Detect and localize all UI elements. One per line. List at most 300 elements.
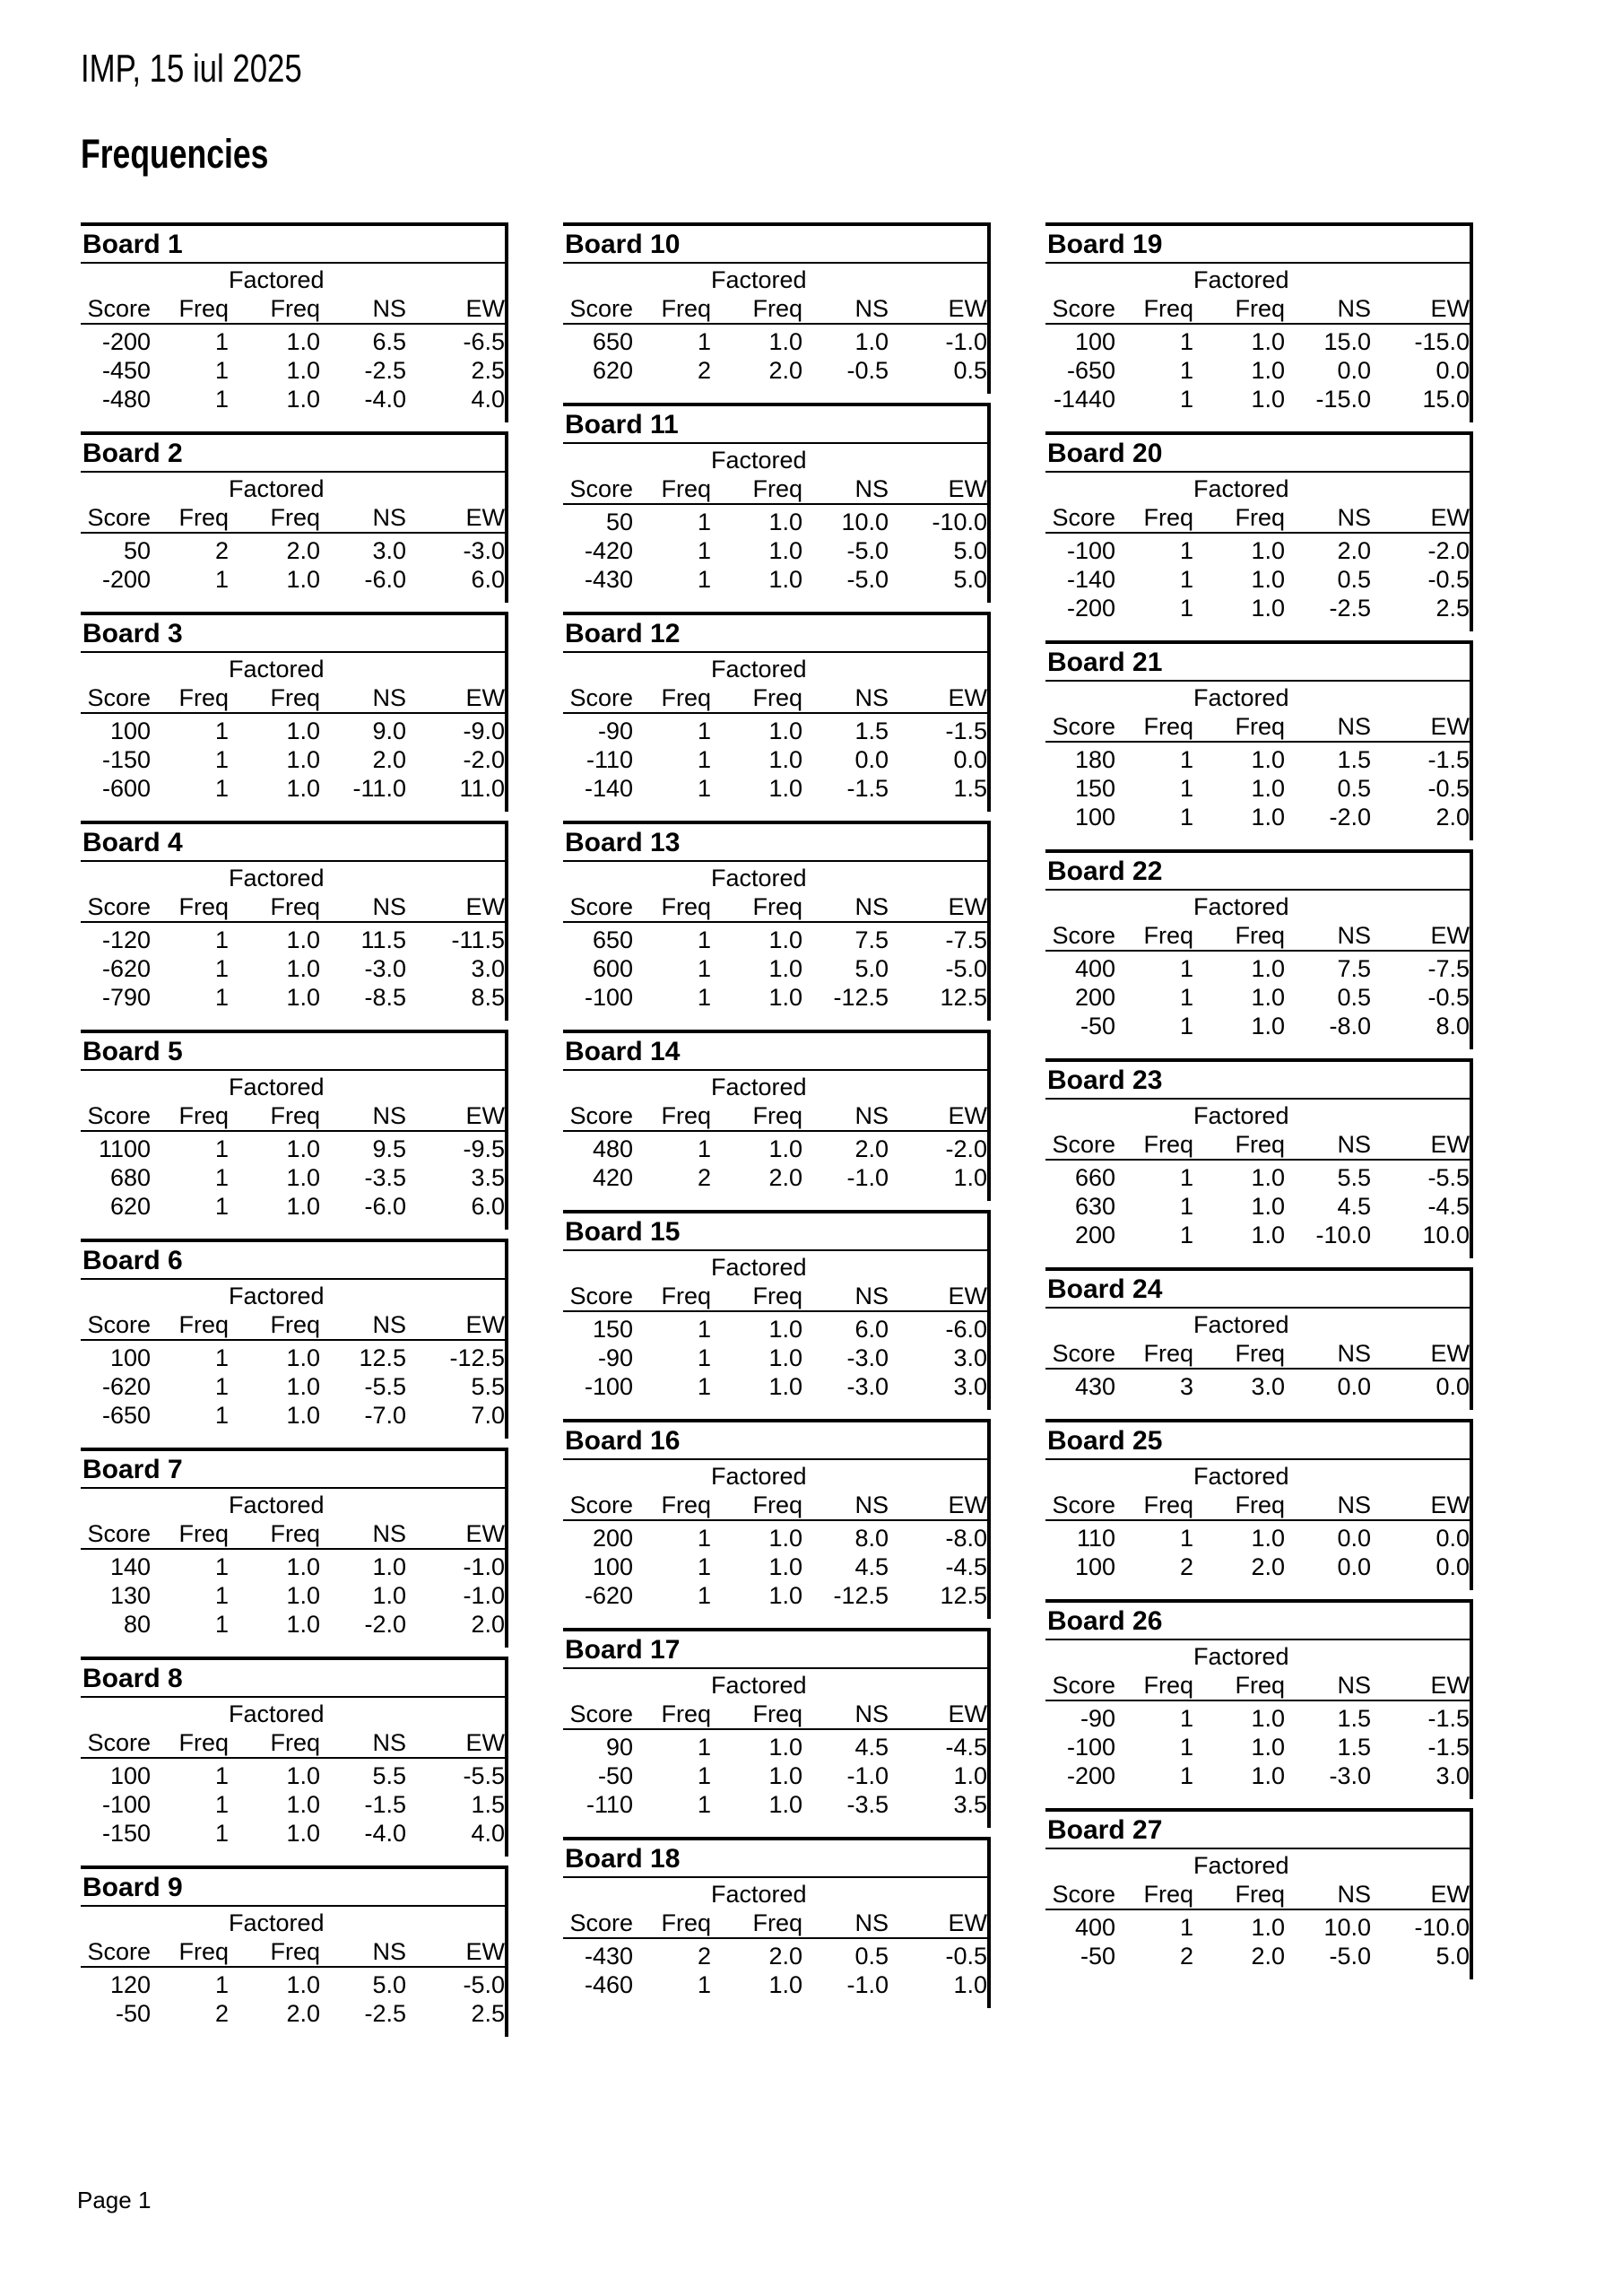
ew-header: EW xyxy=(1371,1880,1470,1909)
ns-cell: 10.0 xyxy=(1323,1914,1371,1941)
factored-freq-cell: 1.0 xyxy=(1251,804,1285,831)
freq-cell: 1 xyxy=(697,718,711,744)
freq-cell: 1 xyxy=(1179,1734,1193,1761)
factored-header-row xyxy=(81,862,505,892)
score-cell: 110 xyxy=(1076,1525,1115,1552)
score-cell: -100 xyxy=(101,1791,151,1818)
freq-header: Freq xyxy=(633,892,711,922)
spacer-cell xyxy=(802,1460,987,1491)
factored-header: Factored xyxy=(1193,1852,1289,1879)
factored-freq-cell: 1.0 xyxy=(1251,1013,1285,1039)
frequency-table xyxy=(1045,1100,1470,1249)
ns-cell: -1.0 xyxy=(846,1971,889,1998)
score-cell: -100 xyxy=(1066,537,1115,564)
column-header-row xyxy=(563,1101,987,1131)
ns-cell: 1.0 xyxy=(372,1582,406,1609)
board-title: Board 12 xyxy=(563,615,987,653)
board-title: Board 22 xyxy=(1045,853,1470,891)
spacer-cell xyxy=(320,473,505,503)
table-row xyxy=(1045,774,1470,803)
board-table xyxy=(81,431,508,603)
factored-freq-cell: 1.0 xyxy=(1251,595,1285,622)
factored-header-row xyxy=(1045,1460,1470,1491)
table-row xyxy=(563,1163,987,1192)
ns-header: NS xyxy=(802,1700,889,1729)
factored-freq-cell: 1.0 xyxy=(286,1791,320,1818)
ns-header: NS xyxy=(320,892,406,922)
factored-freq-cell: 1.0 xyxy=(768,926,802,953)
score-cell: -120 xyxy=(101,926,151,953)
table-row xyxy=(1045,1942,1470,1970)
table-row xyxy=(81,1549,505,1581)
factored-freq-cell: 1.0 xyxy=(286,1193,320,1220)
spacer-cell xyxy=(1045,473,1193,503)
frequency-table xyxy=(563,1071,987,1192)
ns-header: NS xyxy=(1285,294,1371,324)
spacer-cell xyxy=(81,1489,229,1519)
ns-header: NS xyxy=(802,683,889,713)
score-header: Score xyxy=(1045,1491,1115,1520)
factored-freq-cell: 2.0 xyxy=(286,537,320,564)
score-cell: 50 xyxy=(605,509,633,535)
freq-cell: 1 xyxy=(1179,1193,1193,1220)
ns-cell: -1.5 xyxy=(364,1791,406,1818)
frequency-table xyxy=(81,1489,505,1639)
table-body xyxy=(81,1967,505,2028)
factored-freq-cell: 1.0 xyxy=(1251,1705,1285,1732)
ew-cell: -6.0 xyxy=(945,1316,987,1343)
ns-cell: -6.0 xyxy=(364,1193,406,1220)
factored-freq-cell: 1.0 xyxy=(286,1164,320,1191)
spacer-cell xyxy=(1045,1309,1193,1339)
ew-cell: 5.5 xyxy=(471,1373,505,1400)
table-body xyxy=(81,1340,505,1430)
freq-header: Freq xyxy=(1115,1339,1193,1369)
score-cell: 200 xyxy=(592,1525,633,1552)
ew-cell: -5.5 xyxy=(1427,1164,1470,1191)
score-header: Score xyxy=(563,474,633,504)
ns-cell: -5.0 xyxy=(846,537,889,564)
table-row xyxy=(1045,1012,1470,1040)
factored-freq-cell: 1.0 xyxy=(286,1820,320,1847)
ns-header: NS xyxy=(1285,1339,1371,1369)
score-cell: -620 xyxy=(101,955,151,982)
score-cell: -150 xyxy=(101,1820,151,1847)
board-title: Board 11 xyxy=(563,406,987,444)
frequency-table xyxy=(1045,1460,1470,1581)
ns-header: NS xyxy=(320,1937,406,1967)
factored-header: Factored xyxy=(229,1074,325,1100)
board-title: Board 24 xyxy=(1045,1271,1470,1309)
ns-cell: 0.5 xyxy=(1337,566,1371,593)
score-header: Score xyxy=(1045,1880,1115,1909)
board-title: Board 26 xyxy=(1045,1603,1470,1640)
spacer-cell xyxy=(563,1251,711,1282)
ns-cell: -1.5 xyxy=(846,775,889,802)
board-table xyxy=(81,1657,508,1857)
table-row xyxy=(1045,594,1470,622)
score-cell: 1100 xyxy=(98,1135,151,1162)
table-row xyxy=(563,324,987,356)
table-row xyxy=(81,1967,505,1999)
ns-cell: 4.5 xyxy=(854,1553,889,1580)
board-table xyxy=(563,222,991,394)
freq-cell: 1 xyxy=(1179,328,1193,355)
table-row xyxy=(563,1344,987,1372)
table-row xyxy=(81,385,505,413)
table-row xyxy=(563,1520,987,1552)
freq-cell: 1 xyxy=(214,1402,229,1429)
ew-cell: -10.0 xyxy=(1414,1914,1470,1941)
ew-header: EW xyxy=(1371,1130,1470,1160)
frequency-table xyxy=(81,1907,505,2028)
score-cell: 130 xyxy=(109,1582,151,1609)
freq-cell: 1 xyxy=(1179,1762,1193,1789)
table-row xyxy=(563,565,987,594)
ns-cell: -5.0 xyxy=(1329,1943,1371,1970)
score-cell: 100 xyxy=(109,1762,151,1789)
board-title: Board 1 xyxy=(81,226,505,264)
freq-cell: 1 xyxy=(697,926,711,953)
table-row xyxy=(563,922,987,954)
ew-header: EW xyxy=(1371,1491,1470,1520)
ew-header: EW xyxy=(889,1101,987,1131)
ew-cell: 6.0 xyxy=(471,1193,505,1220)
ns-header: NS xyxy=(320,1310,406,1340)
table-body xyxy=(81,1131,505,1221)
column-header-row xyxy=(1045,921,1470,951)
factored-header-row xyxy=(563,1460,987,1491)
column-header-row xyxy=(563,1282,987,1311)
score-header: Score xyxy=(563,892,633,922)
ew-cell: -0.5 xyxy=(945,1943,987,1970)
factored-freq-header: Freq xyxy=(711,1101,802,1131)
ew-cell: -1.0 xyxy=(463,1553,505,1580)
table-header xyxy=(1045,891,1470,951)
ns-cell: 0.0 xyxy=(1337,357,1371,384)
table-row xyxy=(563,983,987,1012)
table-row xyxy=(81,745,505,774)
factored-freq-header: Freq xyxy=(1193,1130,1285,1160)
board-table xyxy=(1045,1267,1473,1410)
column-header-row xyxy=(81,1101,505,1131)
ns-cell: 1.0 xyxy=(372,1553,406,1580)
table-row xyxy=(563,1131,987,1163)
table-body xyxy=(1045,1700,1470,1790)
ew-cell: 1.5 xyxy=(471,1791,505,1818)
spacer-cell xyxy=(563,444,711,474)
factored-header-row xyxy=(563,1071,987,1101)
table-row xyxy=(1045,565,1470,594)
factored-freq-cell: 1.0 xyxy=(286,328,320,355)
score-cell: 630 xyxy=(1074,1193,1115,1220)
ew-cell: 3.0 xyxy=(953,1344,987,1371)
freq-cell: 2 xyxy=(1179,1943,1193,1970)
ew-cell: -0.5 xyxy=(1427,566,1470,593)
board-table xyxy=(81,222,508,422)
board-table xyxy=(1045,222,1473,422)
page-header: IMP, 15 iul 2025 xyxy=(81,47,302,91)
factored-freq-cell: 1.0 xyxy=(286,1971,320,1998)
ns-header: NS xyxy=(320,1519,406,1549)
spacer-cell xyxy=(320,1489,505,1519)
factored-freq-header: Freq xyxy=(1193,1671,1285,1700)
table-row xyxy=(563,536,987,565)
ew-header: EW xyxy=(1371,503,1470,533)
factored-freq-cell: 1.0 xyxy=(286,1553,320,1580)
score-cell: -100 xyxy=(584,984,633,1011)
spacer-cell xyxy=(1285,891,1470,921)
table-row xyxy=(563,1372,987,1401)
factored-header: Factored xyxy=(229,1909,325,1936)
board-title: Board 5 xyxy=(81,1033,505,1071)
table-body xyxy=(563,1729,987,1819)
freq-cell: 1 xyxy=(214,1193,229,1220)
ew-cell: -0.5 xyxy=(1427,984,1470,1011)
freq-cell: 1 xyxy=(697,955,711,982)
table-header xyxy=(81,1280,505,1340)
spacer-cell xyxy=(802,1878,987,1909)
factored-freq-cell: 1.0 xyxy=(286,955,320,982)
ew-cell: 0.5 xyxy=(953,357,987,384)
frequency-table xyxy=(81,653,505,803)
factored-header-row xyxy=(563,1878,987,1909)
score-cell: 650 xyxy=(592,926,633,953)
score-cell: -100 xyxy=(584,1373,633,1400)
ns-cell: 2.0 xyxy=(372,746,406,773)
ns-header: NS xyxy=(802,1282,889,1311)
factored-freq-cell: 1.0 xyxy=(1251,537,1285,564)
factored-header: Factored xyxy=(711,266,807,293)
spacer-cell xyxy=(1285,1849,1470,1880)
factored-header-row xyxy=(1045,891,1470,921)
ns-cell: -12.5 xyxy=(833,984,889,1011)
factored-header-row xyxy=(1045,1100,1470,1130)
table-body xyxy=(563,324,987,385)
factored-freq-cell: 2.0 xyxy=(1251,1553,1285,1580)
ns-cell: 9.0 xyxy=(372,718,406,744)
factored-freq-cell: 1.0 xyxy=(768,1135,802,1162)
factored-freq-header: Freq xyxy=(711,1491,802,1520)
table-row xyxy=(81,713,505,745)
freq-cell: 1 xyxy=(697,537,711,564)
board-table xyxy=(81,1239,508,1439)
ns-cell: 1.5 xyxy=(854,718,889,744)
factored-header-row xyxy=(81,1071,505,1101)
column-header-row xyxy=(1045,1339,1470,1369)
table-body xyxy=(563,922,987,1012)
board-title: Board 15 xyxy=(563,1213,987,1251)
score-cell: -50 xyxy=(597,1762,633,1789)
ns-cell: -7.0 xyxy=(364,1402,406,1429)
ew-cell: 8.5 xyxy=(471,984,505,1011)
score-cell: 140 xyxy=(109,1553,151,1580)
factored-freq-cell: 1.0 xyxy=(768,328,802,355)
factored-freq-cell: 1.0 xyxy=(1251,566,1285,593)
ew-cell: -4.5 xyxy=(945,1734,987,1761)
ew-header: EW xyxy=(1371,294,1470,324)
table-body xyxy=(563,1311,987,1401)
board-table xyxy=(1045,1419,1473,1590)
freq-cell: 1 xyxy=(697,509,711,535)
table-row xyxy=(81,1163,505,1192)
freq-header: Freq xyxy=(151,683,229,713)
table-body xyxy=(563,504,987,594)
frequency-table xyxy=(1045,1309,1470,1401)
ew-cell: -1.5 xyxy=(1427,1705,1470,1732)
freq-cell: 1 xyxy=(214,357,229,384)
factored-freq-cell: 1.0 xyxy=(768,1734,802,1761)
ns-cell: 0.5 xyxy=(1337,984,1371,1011)
table-row xyxy=(563,713,987,745)
table-row xyxy=(1045,1700,1470,1733)
spacer-cell xyxy=(81,264,229,294)
board-column-2 xyxy=(563,222,991,2017)
ew-cell: -2.0 xyxy=(945,1135,987,1162)
ns-header: NS xyxy=(1285,1130,1371,1160)
table-header xyxy=(1045,473,1470,533)
factored-freq-cell: 1.0 xyxy=(1251,775,1285,802)
factored-header: Factored xyxy=(229,1700,325,1727)
table-row xyxy=(563,504,987,536)
board-title: Board 7 xyxy=(81,1451,505,1489)
table-row xyxy=(81,774,505,803)
frequency-table xyxy=(563,1251,987,1401)
board-title: Board 13 xyxy=(563,824,987,862)
score-cell: -450 xyxy=(101,357,151,384)
score-header: Score xyxy=(1045,712,1115,742)
ew-cell: -7.5 xyxy=(945,926,987,953)
score-cell: -100 xyxy=(1066,1734,1115,1761)
factored-header: Factored xyxy=(229,475,325,502)
table-header xyxy=(81,1698,505,1758)
score-cell: -140 xyxy=(1066,566,1115,593)
ew-cell: 0.0 xyxy=(1436,1553,1470,1580)
column-header-row xyxy=(81,1728,505,1758)
score-header: Score xyxy=(81,294,151,324)
spacer-cell xyxy=(320,1698,505,1728)
factored-header-row xyxy=(81,653,505,683)
score-cell: 80 xyxy=(123,1611,151,1638)
board-table xyxy=(563,612,991,812)
table-row xyxy=(81,1790,505,1819)
board-table xyxy=(563,821,991,1021)
freq-header: Freq xyxy=(633,1909,711,1938)
freq-cell: 1 xyxy=(1179,804,1193,831)
ns-cell: 5.0 xyxy=(854,955,889,982)
ew-cell: 4.0 xyxy=(471,386,505,413)
table-row xyxy=(1045,385,1470,413)
ns-cell: 3.0 xyxy=(372,537,406,564)
score-cell: -50 xyxy=(1080,1943,1115,1970)
factored-freq-cell: 1.0 xyxy=(286,1344,320,1371)
ew-header: EW xyxy=(889,294,987,324)
factored-header-row xyxy=(1045,682,1470,712)
factored-header: Factored xyxy=(711,1881,807,1908)
table-row xyxy=(81,1401,505,1430)
ns-cell: 15.0 xyxy=(1323,328,1371,355)
factored-freq-cell: 1.0 xyxy=(1251,1525,1285,1552)
ew-cell: 5.0 xyxy=(953,566,987,593)
frequency-table xyxy=(81,862,505,1012)
table-row xyxy=(563,1970,987,1999)
score-cell: 420 xyxy=(592,1164,633,1191)
freq-cell: 1 xyxy=(214,1373,229,1400)
table-header xyxy=(81,473,505,533)
table-body xyxy=(1045,1909,1470,1970)
factored-freq-cell: 1.0 xyxy=(768,1582,802,1609)
freq-cell: 1 xyxy=(214,984,229,1011)
ew-header: EW xyxy=(406,1937,505,1967)
table-header xyxy=(563,1669,987,1729)
table-row xyxy=(1045,742,1470,774)
table-row xyxy=(563,356,987,385)
table-row xyxy=(1045,803,1470,831)
factored-freq-cell: 1.0 xyxy=(768,1316,802,1343)
board-table xyxy=(1045,1599,1473,1799)
score-cell: -90 xyxy=(597,1344,633,1371)
freq-cell: 3 xyxy=(1179,1373,1193,1400)
score-header: Score xyxy=(1045,503,1115,533)
factored-header-row xyxy=(81,264,505,294)
table-row xyxy=(81,983,505,1012)
table-row xyxy=(81,1581,505,1610)
ns-cell: 5.0 xyxy=(372,1971,406,1998)
ew-cell: 8.0 xyxy=(1436,1013,1470,1039)
score-cell: 430 xyxy=(1074,1373,1115,1400)
board-title: Board 16 xyxy=(563,1422,987,1460)
score-cell: 50 xyxy=(123,537,151,564)
ew-cell: -1.5 xyxy=(1427,746,1470,773)
table-body xyxy=(1045,1160,1470,1249)
score-cell: 660 xyxy=(1074,1164,1115,1191)
factored-freq-cell: 2.0 xyxy=(286,2000,320,2027)
spacer-cell xyxy=(320,653,505,683)
factored-header-row xyxy=(563,1669,987,1700)
ew-cell: -4.5 xyxy=(1427,1193,1470,1220)
score-cell: 150 xyxy=(1074,775,1115,802)
ns-cell: -3.0 xyxy=(846,1373,889,1400)
freq-cell: 1 xyxy=(697,1553,711,1580)
freq-cell: 1 xyxy=(214,1791,229,1818)
table-body xyxy=(563,1938,987,1999)
score-cell: -430 xyxy=(584,566,633,593)
spacer-cell xyxy=(1285,473,1470,503)
freq-cell: 1 xyxy=(1179,1222,1193,1248)
table-header xyxy=(563,862,987,922)
score-cell: 620 xyxy=(109,1193,151,1220)
board-table xyxy=(1045,849,1473,1049)
ns-cell: -3.0 xyxy=(846,1344,889,1371)
score-header: Score xyxy=(81,1728,151,1758)
spacer-cell xyxy=(802,862,987,892)
ew-cell: -7.5 xyxy=(1427,955,1470,982)
table-row xyxy=(81,1131,505,1163)
freq-cell: 1 xyxy=(1179,1013,1193,1039)
table-body xyxy=(81,713,505,803)
factored-header: Factored xyxy=(229,1492,325,1518)
freq-cell: 1 xyxy=(1179,984,1193,1011)
freq-cell: 1 xyxy=(697,1971,711,1998)
freq-header: Freq xyxy=(151,1728,229,1758)
factored-freq-cell: 1.0 xyxy=(286,775,320,802)
score-cell: -430 xyxy=(584,1943,633,1970)
score-cell: -1440 xyxy=(1053,386,1115,413)
freq-cell: 1 xyxy=(697,1791,711,1818)
score-header: Score xyxy=(81,1937,151,1967)
ns-cell: -2.5 xyxy=(364,2000,406,2027)
ns-cell: 2.0 xyxy=(1337,537,1371,564)
